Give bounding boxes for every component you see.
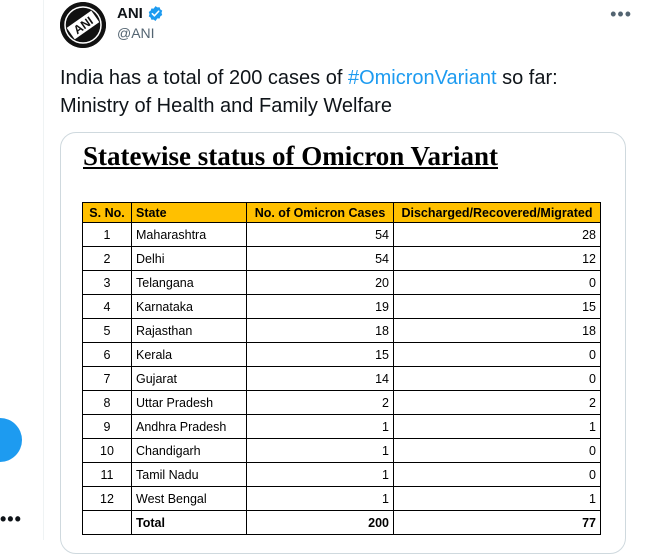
cell-discharged: 0 [394, 271, 601, 295]
cell-cases: 19 [247, 295, 394, 319]
cell-sno: 1 [83, 223, 132, 247]
total-label: Total [132, 511, 247, 535]
cell-discharged: 0 [394, 463, 601, 487]
more-options-icon[interactable]: ••• [610, 4, 632, 24]
omicron-cases-table [82, 202, 601, 535]
author-handle[interactable]: @ANI [117, 25, 155, 41]
more-menu-icon[interactable]: ••• [0, 509, 22, 529]
cell-sno: 5 [83, 319, 132, 343]
header-cases: No. of Omicron Cases [247, 203, 394, 223]
cell-cases: 1 [247, 487, 394, 511]
cell-discharged: 0 [394, 343, 601, 367]
table-header-row [83, 203, 601, 223]
verified-badge-icon [147, 5, 164, 22]
tweet [44, 0, 650, 540]
table-row [83, 367, 601, 391]
cell-state: Uttar Pradesh [132, 391, 247, 415]
cell-sno: 6 [83, 343, 132, 367]
cell-cases: 14 [247, 367, 394, 391]
cell-sno: 12 [83, 487, 132, 511]
avatar[interactable] [60, 2, 106, 48]
cell-cases: 54 [247, 247, 394, 271]
table-row [83, 295, 601, 319]
table-row [83, 223, 601, 247]
cell-cases: 18 [247, 319, 394, 343]
cell-state: Karnataka [132, 295, 247, 319]
cell-sno: 7 [83, 367, 132, 391]
author-name-row[interactable] [117, 5, 164, 22]
cell-state: Tamil Nadu [132, 463, 247, 487]
cell-discharged: 28 [394, 223, 601, 247]
cell-discharged: 0 [394, 439, 601, 463]
table-row [83, 271, 601, 295]
table-row [83, 463, 601, 487]
header-discharged: Discharged/Recovered/Migrated [394, 203, 601, 223]
table-row [83, 439, 601, 463]
tweet-media-image[interactable] [60, 132, 626, 554]
table-row [83, 343, 601, 367]
cell-state: Rajasthan [132, 319, 247, 343]
svg-text:ANI: ANI [70, 13, 96, 38]
cell-discharged: 2 [394, 391, 601, 415]
cell-cases: 1 [247, 439, 394, 463]
cell-sno: 3 [83, 271, 132, 295]
cell-state: Delhi [132, 247, 247, 271]
table-row [83, 391, 601, 415]
cell-state: Telangana [132, 271, 247, 295]
cell-state: Gujarat [132, 367, 247, 391]
cell-cases: 1 [247, 415, 394, 439]
cell-sno: 9 [83, 415, 132, 439]
cell-sno: 4 [83, 295, 132, 319]
cell-state: Chandigarh [132, 439, 247, 463]
table-total-row [83, 511, 601, 535]
cell-cases: 54 [247, 223, 394, 247]
total-sno [83, 511, 132, 535]
cell-state: Kerala [132, 343, 247, 367]
cell-sno: 8 [83, 391, 132, 415]
cell-discharged: 1 [394, 487, 601, 511]
display-name[interactable]: ANI [117, 5, 143, 22]
cell-sno: 10 [83, 439, 132, 463]
cell-cases: 2 [247, 391, 394, 415]
table-row [83, 415, 601, 439]
table-row [83, 487, 601, 511]
cell-cases: 20 [247, 271, 394, 295]
table-row [83, 319, 601, 343]
tweet-text [60, 64, 620, 120]
cell-state: West Bengal [132, 487, 247, 511]
cell-discharged: 15 [394, 295, 601, 319]
cell-discharged: 0 [394, 367, 601, 391]
cell-cases: 15 [247, 343, 394, 367]
cell-sno: 11 [83, 463, 132, 487]
header-state: State [132, 203, 247, 223]
cell-discharged: 12 [394, 247, 601, 271]
total-cases: 200 [247, 511, 394, 535]
tweet-text-before: India has a total of 200 cases of [60, 67, 348, 89]
document-title: Statewise status of Omicron Variant [83, 141, 498, 171]
tweet-text-after: so far: Ministry of Health and Family Welfare [60, 67, 558, 117]
cell-state: Andhra Pradesh [132, 415, 247, 439]
hashtag-link[interactable]: #OmicronVariant [347, 67, 497, 89]
cell-discharged: 18 [394, 319, 601, 343]
table-body [83, 223, 601, 535]
table-row [83, 247, 601, 271]
total-discharged: 77 [394, 511, 601, 535]
left-sidebar [0, 0, 40, 540]
cell-cases: 1 [247, 463, 394, 487]
cell-discharged: 1 [394, 415, 601, 439]
header-sno: S. No. [83, 203, 132, 223]
cell-sno: 2 [83, 247, 132, 271]
ani-logo-icon [60, 2, 106, 48]
compose-tweet-button[interactable] [0, 418, 22, 462]
cell-state: Maharashtra [132, 223, 247, 247]
